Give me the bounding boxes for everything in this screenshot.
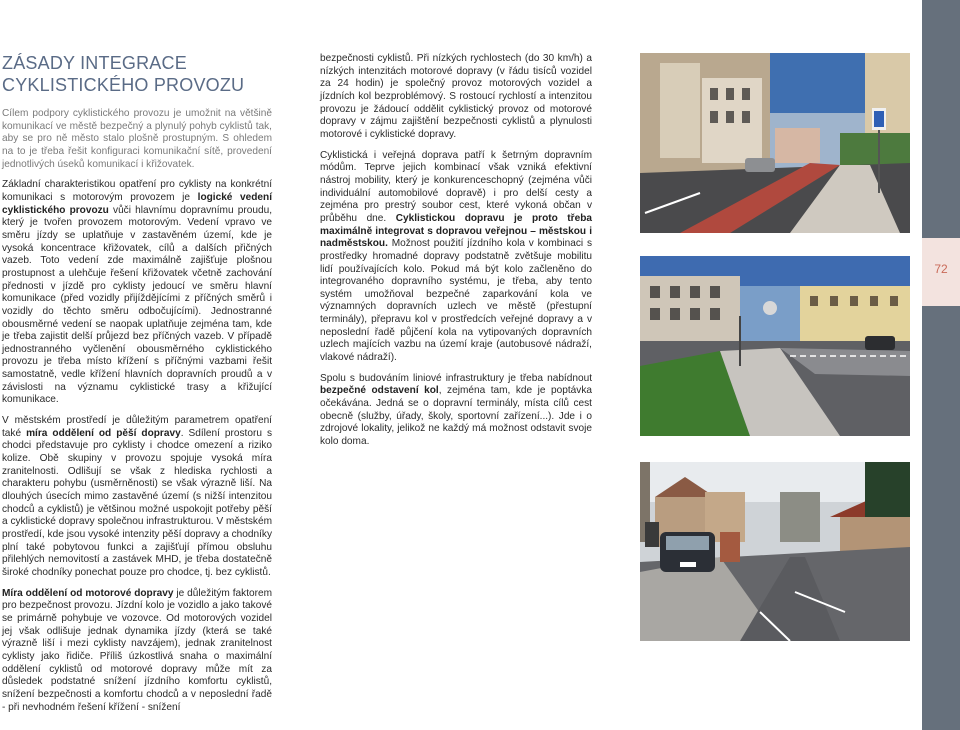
text-span: , zejména tam, kde je poptávka očekávána. Jedná se o dopravní terminály, místa cílů cest obecně (služby, úřady, školy, sportovní zařízení...). Jde i o zdrojové lokality, jelikož ne každý má možnost odstavit svoje kolo doma. xyxy=(320,385,592,448)
paragraph xyxy=(320,150,592,365)
page-title: ZÁSADY INTEGRACE CYKLISTICKÉHO PROVOZU xyxy=(2,53,245,95)
text-span: Základní charakteristikou opatření pro cyklisty na konkrétní komunikaci s motorovým provozem je xyxy=(2,179,272,203)
page-number: 72 xyxy=(934,262,948,276)
text-span: Cyklistická i veřejná doprava patří k šetrným dopravním módům. Teprve jejich kombinací však vzniká efektivní nástroj mobility, který je konkurenceschopný (zejména vůči individuální automobilové dopravě) i pro delší cesty a zejména pro prestrý soubor cest, které vykoná občan v průběhu dne. xyxy=(320,149,592,224)
text-column-left xyxy=(2,108,272,722)
emphasis: bezpečné odstavení kol xyxy=(320,385,439,397)
paragraph xyxy=(320,373,592,449)
sidebar-bar-top xyxy=(922,0,960,238)
text-span: V městském prostředí je důležitým parametrem opatření také xyxy=(2,415,272,439)
photo-cycle-crossing xyxy=(640,256,910,436)
paragraph: bezpečnosti cyklistů. Při nízkých rychlostech (do 30 km/h) a nízkých intenzitách motorové dopravy (v řádu tisíců vozidel za 24 hodin) je společný provoz motorových vozidel a jízdních kol bezproblémový. S rostoucí rychlostí a intenzitou provozu je žádoucí oddělit cyklistický provoz od motorové dopravy v zájmu zajištění bezpečnosti cyklistů a plynulosti motorové i cyklistické dopravy. xyxy=(320,53,592,140)
text-span: . Sdílení prostoru s chodci představuje pro cyklisty i chodce omezení a riziko kolize. Obě skupiny v provozu spojuje vysoká míra zranitelnosti. Odlišují se však z hlediska rychlosti a charakteru pohybu (usměrněnosti) se však výrazně liší. Na dlouhých úsecích mimo zastavěné území (s nižší intenzitou chodců a cyklistů) je většinou možné uspokojit potřeby pěší a cyklistické dopravy společnou infrastrukturou. V městském prostředí, kde jsou vysoké intenzity pěší dopravy a chodníky plní také pobytovou funkci a zajišťují přímou obsluhu přilehlých nemovitostí a zastávek MHD, je třeba dostatečně široké chodníky ponechat pouze pro chodce, tj. bez cyklistů. xyxy=(2,427,272,578)
paragraph xyxy=(2,588,272,715)
text-span: je důležitým faktorem pro bezpečnost provozu. Jízdní kolo je vozidlo a jako takové se primárně pohybuje ve vozovce. Od motorových vozidel jej však odlišuje jednak dynamika jízdy (která se také výrazně liší i mezi cyklisty navzájem), jednak zranitelnost cyklisty jako řidiče. Příliš úzkostlivá snaha o maximální oddělení cyklistů od motorové dopravy může mít za důsledek podstatné snížení jízdního komfortu cyklistů, snížení bezpečnosti a komfortu chodců a v neposlední řadě - při nevhodném řešení křížení - snížení xyxy=(2,587,272,713)
photo-street-parked-cars xyxy=(640,462,910,641)
emphasis: Cyklistickou dopravu je proto třeba maximálně integrovat s dopravou veřejnou – městskou i nadměstskou. xyxy=(320,212,592,250)
intro-paragraph: Cílem podpory cyklistického provozu je umožnit na většině komunikací ve městě bezpečný a plynulý pohyb cyklistů tak, aby se pro ně město stalo plošně prostupným. S ohledem na to je třeba řešit konfiguraci komunikační sítě, provedení jednotlivých úseků komunikací i křižovatek. xyxy=(2,108,272,170)
text-span: vůči hlavnímu dopravnímu proudu, který je tvořen provozem motorovým. Vedení vpravo ve směru jízdy se uplatňuje v zastavěném území, kde je vysoká koncentrace křižovatek, cílů a dalších přičných vazeb. Toto vedení zde maximálně zajišťuje plošnou prostupnost a ulehčuje řešení křižovatek včetně zachování přednosti v jízdě pro cyklisty jedoucí ve směru hlavní komunikace (před vozidly přijíždějícími z příčných směrů i vozidly do těchto směru odbočujícími). Jednostranné obousměrné vedení se naopak uplatňuje zejména tam, kde je třeba zajistit delší průjezd bez příčných vazeb. V případě jednostranného vyčlenění obousměrného cyklistického provozu je třeba místo křížení s příčnými vazbami řešit samostatně, vedle křížení hlavních dopravních proudů a v závislosti na významu cyklistické trasy a křižující komunikace. xyxy=(2,204,272,406)
emphasis: Míra oddělení od motorové dopravy xyxy=(2,587,174,599)
text-span: Možnost použití jízdního kola v kombinaci s prostředky hromadné dopravy podstatně zvětšuje mobilitu lidí používajících kolo. Pokud má být kolo začleněno do integrovaného dopravního systému, je třeba, aby tento systém umožňoval bezpečné zaparkování kola ve významných dopravních uzlech ve městě (přestupní terminály), přepravu kol v prostředcích veřejné dopravy a v neposlední řadě půjčení kola na vytipovaných dopravních uzlech majících vazbu na území kraje (autobusové nádraží, vlakové nádraží). xyxy=(320,238,592,364)
sidebar-bar-bottom xyxy=(922,306,960,730)
paragraph xyxy=(2,179,272,407)
emphasis: míra oddělení od pěší dopravy xyxy=(26,427,181,439)
text-span: Spolu s budováním liniové infrastruktury je třeba nabídnout xyxy=(320,372,592,384)
emphasis: logické vedení cyklistického provozu xyxy=(2,191,272,216)
paragraph xyxy=(2,415,272,580)
photo-cycle-lane-street xyxy=(640,53,910,233)
text-column-middle xyxy=(320,53,592,457)
